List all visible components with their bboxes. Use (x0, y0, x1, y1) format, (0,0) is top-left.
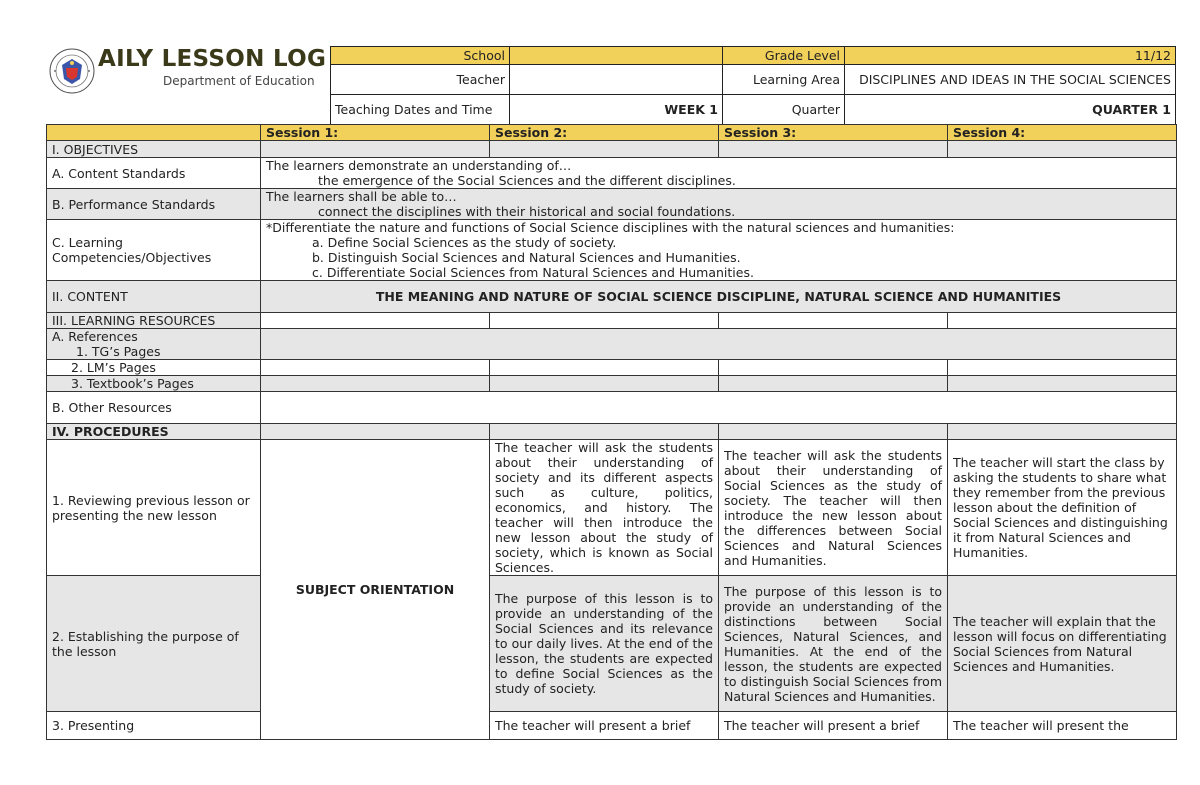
header (46, 46, 1176, 124)
purpose-label: 2. Establishing the purpose of the lesson (47, 576, 261, 712)
session-4-header: Session 4: (948, 125, 1177, 141)
performance-standards-label: B. Performance Standards (47, 189, 261, 220)
content-standards-row (47, 158, 1177, 189)
purpose-session-2: The purpose of this lesson is to provide an understanding of the Social Sciences and its relevance to our daily lives. At the end of the lesson, the students are expected to define Social Sciences as the study of society. (490, 576, 719, 712)
department-name: Department of Education (163, 74, 315, 88)
textbook-pages-label: 3. Textbook’s Pages (47, 376, 261, 392)
purpose-row (47, 576, 1177, 712)
session-3-header: Session 3: (719, 125, 948, 141)
teacher-value (510, 65, 723, 95)
reviewing-row (47, 440, 1177, 576)
subject-orientation: SUBJECT ORIENTATION (261, 440, 490, 740)
session-2-header: Session 2: (490, 125, 719, 141)
procedures-cell-2 (490, 424, 719, 440)
competency-item: c. Differentiate Social Sciences from Natural Sciences and Humanities. (312, 265, 754, 280)
learning-area-label: Learning Area (723, 65, 845, 95)
school-label: School (331, 47, 510, 65)
performance-standards-line-1: The learners shall be able to… (266, 189, 457, 204)
references-value (261, 329, 1177, 360)
session-1-header: Session 1: (261, 125, 490, 141)
content-standards-label: A. Content Standards (47, 158, 261, 189)
objectives-cell-2 (490, 141, 719, 158)
session-header-row (47, 125, 1177, 141)
learning-area-value: DISCIPLINES AND IDEAS IN THE SOCIAL SCIENCES (845, 65, 1176, 95)
resources-cell-2 (490, 313, 719, 329)
teaching-dates-label: Teaching Dates and Time (331, 95, 510, 125)
quarter-label: Quarter (723, 95, 845, 125)
objectives-cell-3 (719, 141, 948, 158)
performance-standards-row (47, 189, 1177, 220)
lesson-log-table (46, 124, 1177, 740)
procedures-heading: IV. PROCEDURES (47, 424, 261, 440)
presenting-label: 3. Presenting (47, 712, 261, 740)
learning-resources-heading: III. LEARNING RESOURCES (47, 313, 261, 329)
header-info-table (330, 46, 1176, 125)
school-value (510, 47, 723, 65)
lm-cell-4 (948, 360, 1177, 376)
learning-resources-heading-row (47, 313, 1177, 329)
competencies-list (266, 235, 1171, 280)
grade-level-label: Grade Level (723, 47, 845, 65)
textbook-cell-1 (261, 376, 490, 392)
textbook-cell-3 (719, 376, 948, 392)
lm-cell-3 (719, 360, 948, 376)
procedures-cell-3 (719, 424, 948, 440)
reviewing-session-4: The teacher will start the class by asking the students to share what they remember from the previous lesson about the definition of Social Sciences and distinguishing it from Natural Sciences and Humanities. (948, 440, 1177, 576)
other-resources-label: B. Other Resources (47, 392, 261, 424)
logo-block (46, 46, 330, 124)
textbook-cell-2 (490, 376, 719, 392)
content-standards-line-1: The learners demonstrate an understanding of… (266, 158, 572, 173)
references-row (47, 329, 1177, 360)
presenting-row (47, 712, 1177, 740)
competencies-row (47, 220, 1177, 281)
teaching-dates-value: WEEK 1 (510, 95, 723, 125)
procedures-cell-4 (948, 424, 1177, 440)
tg-pages-label: 1. TG’s Pages (76, 344, 161, 359)
performance-standards-value (261, 189, 1177, 220)
reviewing-label: 1. Reviewing previous lesson or presenting the new lesson (47, 440, 261, 576)
textbook-cell-4 (948, 376, 1177, 392)
competencies-intro: *Differentiate the nature and functions of Social Science disciplines with the natural sciences and humanities: (266, 220, 955, 235)
content-standards-line-2: the emergence of the Social Sciences and the different disciplines. (318, 173, 736, 188)
presenting-session-3: The teacher will present a brief (719, 712, 948, 740)
objectives-heading-row (47, 141, 1177, 158)
procedures-cell-1 (261, 424, 490, 440)
presenting-session-2: The teacher will present a brief (490, 712, 719, 740)
lm-cell-2 (490, 360, 719, 376)
references-label (47, 329, 261, 360)
deped-seal-icon (49, 48, 95, 94)
page-title: AILY LESSON LOG (98, 46, 327, 72)
content-standards-value (261, 158, 1177, 189)
competency-item: a. Define Social Sciences as the study of society. (312, 235, 617, 250)
objectives-cell-4 (948, 141, 1177, 158)
resources-cell-3 (719, 313, 948, 329)
grade-level-value: 11/12 (845, 47, 1176, 65)
content-value: THE MEANING AND NATURE OF SOCIAL SCIENCE DISCIPLINE, NATURAL SCIENCE AND HUMANITIES (261, 281, 1177, 313)
competencies-value (261, 220, 1177, 281)
other-resources-row (47, 392, 1177, 424)
content-heading: II. CONTENT (47, 281, 261, 313)
lm-pages-label: 2. LM’s Pages (47, 360, 261, 376)
lm-pages-row (47, 360, 1177, 376)
performance-standards-line-2: connect the disciplines with their historical and social foundations. (318, 204, 736, 219)
purpose-session-3: The purpose of this lesson is to provide an understanding of the distinctions between Social Sciences, Natural Sciences, and Humanities. At the end of the lesson, the students are expected to distinguish Social Sciences from Natural Sciences and Humanities. (719, 576, 948, 712)
lm-cell-1 (261, 360, 490, 376)
objectives-cell-1 (261, 141, 490, 158)
resources-cell-1 (261, 313, 490, 329)
daily-lesson-log (46, 46, 1176, 733)
quarter-value: QUARTER 1 (845, 95, 1176, 125)
reviewing-session-3: The teacher will ask the students about their understanding of Social Sciences as the study of society. The teacher will then introduce the new lesson about the differences between Social Sciences and Natural Sciences and Humanities. (719, 440, 948, 576)
objectives-heading: I. OBJECTIVES (47, 141, 261, 158)
other-resources-value (261, 392, 1177, 424)
references-heading: A. References (52, 329, 138, 344)
content-row (47, 281, 1177, 313)
purpose-session-4: The teacher will explain that the lesson will focus on differentiating Social Sciences from Natural Sciences and Humanities. (948, 576, 1177, 712)
procedures-heading-row (47, 424, 1177, 440)
textbook-pages-row (47, 376, 1177, 392)
session-corner (47, 125, 261, 141)
reviewing-session-2: The teacher will ask the students about their understanding of society and its different aspects such as culture, politics, economics, and history. The teacher will then introduce the new lesson about the study of society, which is known as Social Sciences. (490, 440, 719, 576)
resources-cell-4 (948, 313, 1177, 329)
competency-item: b. Distinguish Social Sciences and Natural Sciences and Humanities. (312, 250, 741, 265)
teacher-label: Teacher (331, 65, 510, 95)
presenting-session-4: The teacher will present the (948, 712, 1177, 740)
competencies-label: C. Learning Competencies/Objectives (47, 220, 261, 281)
